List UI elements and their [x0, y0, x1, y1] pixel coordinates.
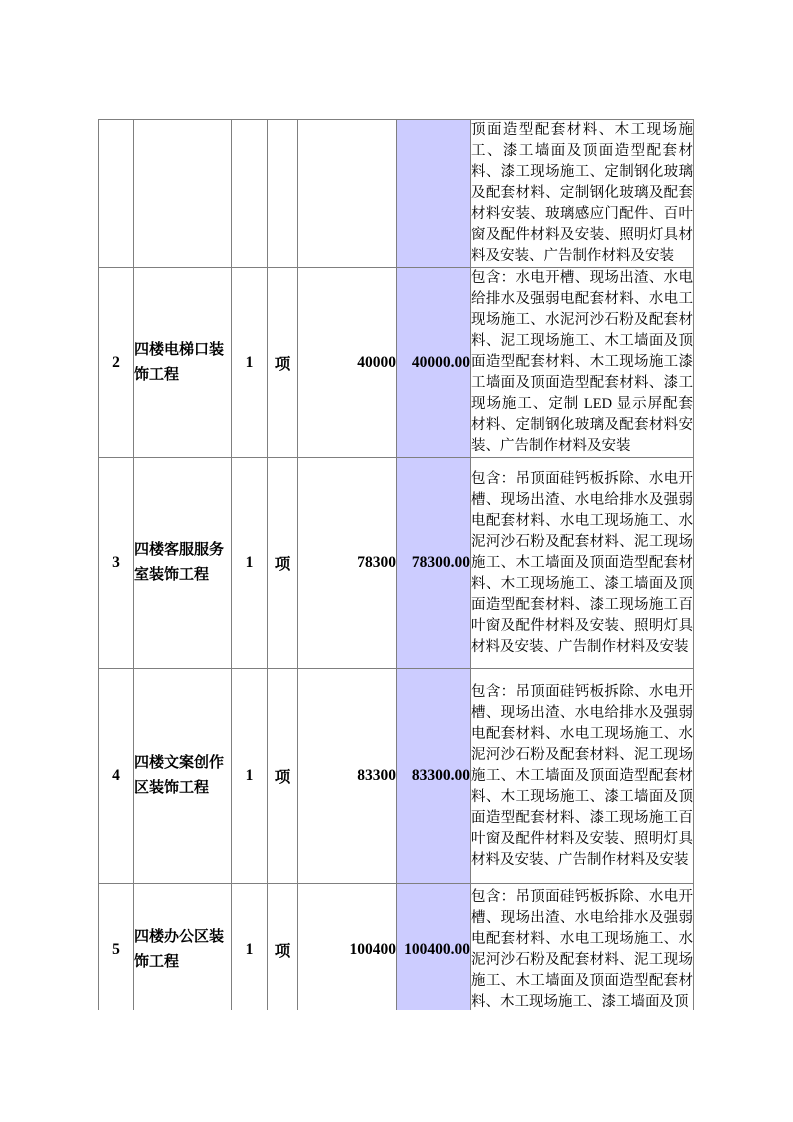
- cell-amount: 40000.00: [397, 268, 471, 458]
- cell-unit: 项: [268, 669, 298, 884]
- cell-seq: 2: [99, 268, 134, 458]
- cell-amount: 100400.00: [397, 884, 471, 1011]
- cell-unit-price: 78300: [298, 458, 397, 669]
- table-row: [99, 120, 694, 268]
- cell-amount: 83300.00: [397, 669, 471, 884]
- cell-description: 包含：吊顶面硅钙板拆除、水电开槽、现场出渣、水电给排水及强弱电配套材料、水电工现场施工、水泥河沙石粉及配套材料、泥工现场施工、木工墙面及顶面造型配套材料、木工现场施工、漆工墙面及顶面造型配套材料、漆工现场施工百叶窗及配件材料及安装、照明灯具材料及安装、广告制作材料及安装: [471, 669, 694, 884]
- cell-amount: [397, 120, 471, 268]
- cell-quantity: 1: [232, 884, 268, 1011]
- cell-seq: [99, 120, 134, 268]
- quotation-table: [98, 119, 694, 1010]
- cell-quantity: 1: [232, 669, 268, 884]
- cell-quantity: 1: [232, 458, 268, 669]
- cell-unit-price: [298, 120, 397, 268]
- cell-description: 顶面造型配套材料、木工现场施工、漆工墙面及顶面造型配套材料、漆工现场施工、定制钢化玻璃及配套材料、定制钢化玻璃及配套材料安装、玻璃感应门配件、百叶窗及配件材料及安装、照明灯具材料及安装、广告制作材料及安装: [471, 120, 694, 268]
- cell-seq: 5: [99, 884, 134, 1011]
- cell-unit: 项: [268, 458, 298, 669]
- cell-item-name: 四楼文案创作区装饰工程: [134, 669, 232, 884]
- cell-unit-price: 100400: [298, 884, 397, 1011]
- cell-description: 包含：水电开槽、现场出渣、水电给排水及强弱电配套材料、水电工现场施工、水泥河沙石粉及配套材料、泥工现场施工、木工墙面及顶面造型配套材料、木工现场施工漆工墙面及顶面造型配套材料、漆工现场施工、定制 LED 显示屏配套材料、定制钢化玻璃及配套材料安装、广告制作材料及安装: [471, 268, 694, 458]
- cell-quantity: [232, 120, 268, 268]
- cell-description: 包含：吊顶面硅钙板拆除、水电开槽、现场出渣、水电给排水及强弱电配套材料、水电工现场施工、水泥河沙石粉及配套材料、泥工现场施工、木工墙面及顶面造型配套材料、木工现场施工、漆工墙面及顶面造型配套材料、漆工现场施工百叶窗及配件材料及安装、照明灯具材料及安装、广告制作材料及安装: [471, 458, 694, 669]
- cell-unit: 项: [268, 268, 298, 458]
- cell-unit-price: 40000: [298, 268, 397, 458]
- cell-description: 包含：吊顶面硅钙板拆除、水电开槽、现场出渣、水电给排水及强弱电配套材料、水电工现场施工、水泥河沙石粉及配套材料、泥工现场施工、木工墙面及顶面造型配套材料、木工现场施工、漆工墙面及顶: [471, 884, 694, 1011]
- table-row: [99, 458, 694, 669]
- cell-item-name: 四楼客服服务室装饰工程: [134, 458, 232, 669]
- cell-unit-price: 83300: [298, 669, 397, 884]
- table-row: [99, 884, 694, 1011]
- cell-seq: 3: [99, 458, 134, 669]
- cell-item-name: 四楼办公区装饰工程: [134, 884, 232, 1011]
- cell-unit: 项: [268, 884, 298, 1011]
- quotation-table-fragment: [98, 119, 694, 1010]
- cell-quantity: 1: [232, 268, 268, 458]
- table-row: [99, 268, 694, 458]
- cell-item-name: 四楼电梯口装饰工程: [134, 268, 232, 458]
- cell-item-name: [134, 120, 232, 268]
- cell-amount: 78300.00: [397, 458, 471, 669]
- cell-seq: 4: [99, 669, 134, 884]
- table-row: [99, 669, 694, 884]
- cell-unit: [268, 120, 298, 268]
